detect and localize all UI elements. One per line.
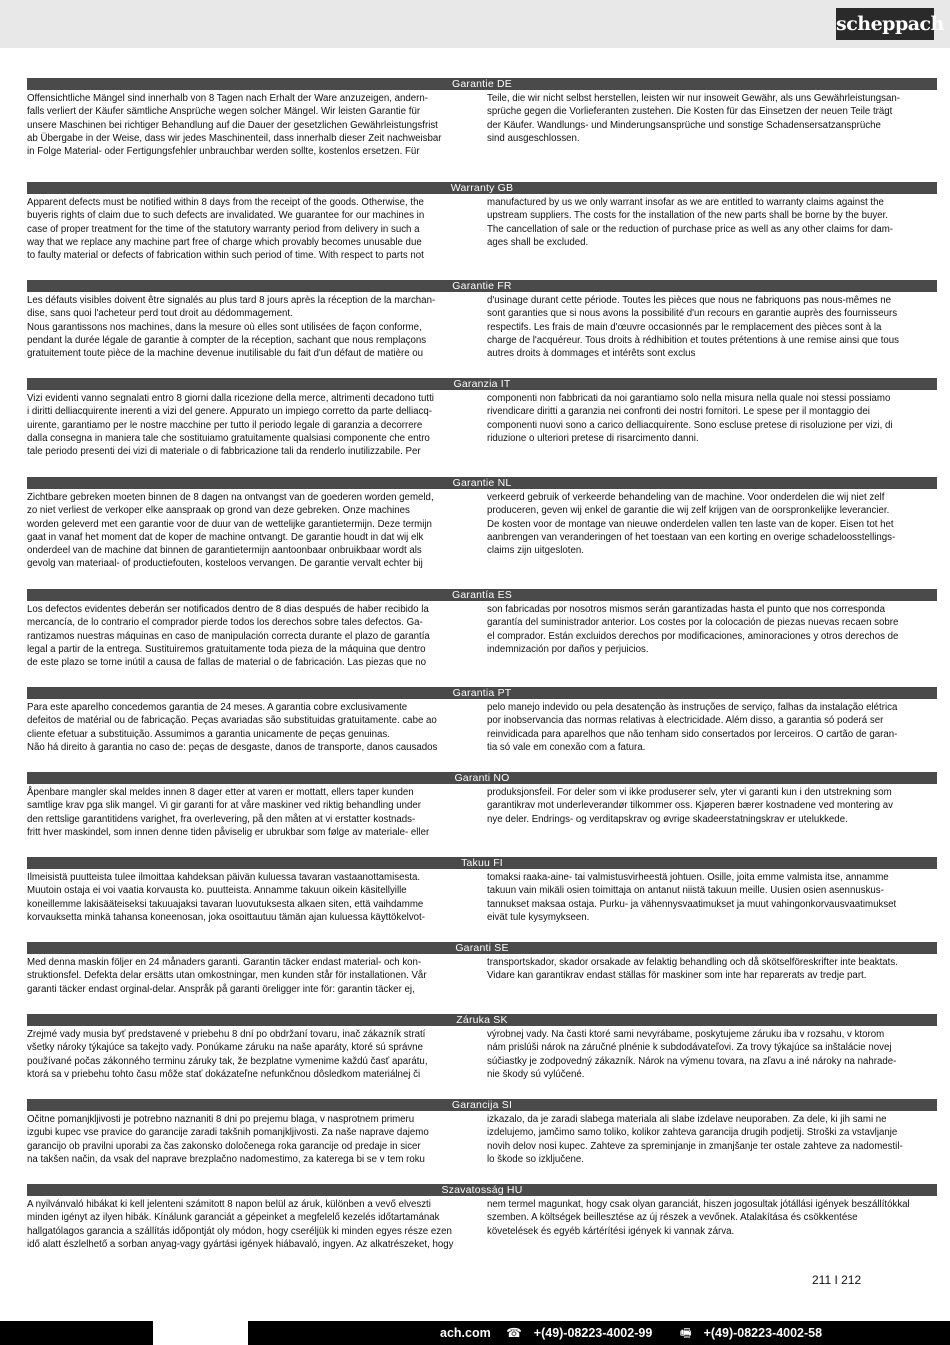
- section-text-right: componenti non fabbricati da noi garantiamo solo nella misura nella quale noi stessi possiamo rivendicare diritti a garanzia nei confronti dei nostri fornitori. Le spese per il montaggio dei componenti nuovi sono a carico delliacquirente. Sono escluse pretese di risoluzione per vizi, di riduzione o ulteriori pretese di risarcimento danni.: [487, 393, 893, 444]
- section-title: Warranty GB: [27, 182, 937, 194]
- section-text-left: Åpenbare mangler skal meldes innen 8 dager etter at varen er mottatt, ellers taper kunden samtlige krav pga slik mangel. Vi gir garanti for at våre maskiner ved riktig behandling under den rettslige garantitidens varighet, fra overlevering, på den måten at vi erstatter kostnads- fritt hver maskindel, som innen denne tiden påviselig er ubrukbar som følge av materiale- eller: [27, 787, 430, 838]
- warranty-section-gb: [27, 182, 937, 262]
- section-title: Garantie DE: [27, 78, 937, 90]
- section-title: Garanzia IT: [27, 378, 937, 390]
- section-text-left: Apparent defects must be notified within 8 days from the receipt of the goods. Otherwise, the buyeris rights of claim due to such defects are invalidated. We guarantee for our machines in case of proper treatment for the time of the statutory warranty period from delivery in such a way that we replace any machine part free of charge which provably becomes unusable due to faulty material or defects of fabrication within such period of time. With respect to parts not: [27, 197, 425, 262]
- section-title: Takuu FI: [27, 857, 937, 869]
- warranty-section-se: [27, 942, 937, 996]
- warranty-section-de: [27, 78, 937, 158]
- section-text-right: son fabricadas por nosotros mismos serán garantizadas hasta el punto que nos corresponda garantía del suministrador anterior. Los costes por la colocación de piezas nuevas recaen sobre el comprador. Están excluidos derechos por modificaciones, aminoraciones y otros derechos de indemnización por daños y perjuicios.: [487, 604, 899, 655]
- section-title: Záruka SK: [27, 1014, 937, 1026]
- section-text-left: Očitne pomanjkljivosti je potrebno naznaniti 8 dni po prejemu blaga, v nasprotnem primeru izgubi kupec vse pravice do garancije zaradi takšnih pomanjkljivosti. Za naše naprave dajemo garancijo ob pravilni uporabi za čas zakonsko določenega roka garancije od predaje in sicer na takšen način, da vsak del naprave brezplačno nadomestimo, za katerega bi se v tem roku: [27, 1114, 429, 1165]
- section-text-right: d'usinage durant cette période. Toutes les pièces que nous ne fabriquons pas nous-mêmes ne sont garanties que si nous avons la possibilité d'un recours en garantie auprès des fournisseurs respectifs. Les frais de main d'œuvre occasionnés par le remplacement des pièces sont à la charge de l'acquéreur. Tous droits à rédhibition et toutes prétentions à une remise ainsi que tous autres droits à dommages et intérêts sont exclus: [487, 295, 900, 360]
- section-text-left: A nyilvánvaló hibákat ki kell jelenteni számitott 8 napon belül az áruk, különben a vevő elveszti minden igényt az ilyen hibák. Kínálunk garanciát a gépeinket a megfelelő kezelés időtartamának hallgatólagos garancia a szállítás időpontját oly módon, hogy cseréljük ki minden egyes része ezen idő alatt észlelhető a sorban anyag-vagy gyártási igények hiábavaló, ingyen. Az alkatrészeket, hogy: [27, 1199, 454, 1250]
- section-text-right: Teile, die wir nicht selbst herstellen, leisten wir nur insoweit Gewähr, als uns Gewährleistungsan- sprüche gegen die Vorlieferanten zustehen. Die Kosten für das Einsetzen der neuen Teile trägt der Käufer. Wandlungs- und Minderungsansprüche und sonstige Schadensersatzansprüche sind ausgeschlossen.: [487, 93, 900, 144]
- footer-fax: [680, 1326, 834, 1340]
- warranty-section-fi: [27, 857, 937, 924]
- section-text-left: Med denna maskin följer en 24 månaders garanti. Garantin täcker endast material- och kon- struktionsfel. Defekta delar ersätts utan omkostningar, men kunden står för installationen. Vår garanti täcker endast orginal-delar. Anspråk på garanti öreligger inte för: garantin täcker ej,: [27, 957, 427, 995]
- section-title: Garanti SE: [27, 942, 937, 954]
- warranty-section-nl: [27, 477, 937, 571]
- section-text-right: manufactured by us we only warrant insofar as we are entitled to warranty claims against the upstream suppliers. The costs for the installation of the new parts shall be borne by the buyer. The cancellation of sale or the reduction of purchase price as well as any other claims for dam- ages shall be excluded.: [487, 197, 893, 248]
- section-text-right: nem termel magunkat, hogy csak olyan garanciát, hiszen jogosultak jótállási igények beszállítókkal szemben. A költségek beillesztése az új részek a vevőnek. Atalakítása és csökkentése követelések és egyéb kártérítési igények ki vannak zárva.: [487, 1199, 910, 1237]
- section-title: Garantie NL: [27, 477, 937, 489]
- section-text-left: Zichtbare gebreken moeten binnen de 8 dagen na ontvangst van de goederen worden gemeld, zo niet verliest de verkoper elke aanspraak op grond van deze gebreken. Onze machines worden geleverd met een garantie voor de duur van de wettelijke garantietermijn. Deze termijn gaat in vanaf het moment dat de koper de machine ontvangt. De garantie houdt in dat wij elk onderdeel van de machine dat binnen de garantietermijn aantoonbaar onbruikbaar wordt als gevolg van materiaal- of productiefouten, kosteloos vervangen. De garantie vervalt echter bij: [27, 492, 434, 570]
- warranty-section-it: [27, 378, 937, 458]
- section-title: Szavatosság HU: [27, 1184, 937, 1196]
- warranty-section-hu: [27, 1184, 937, 1251]
- section-title: Garantia PT: [27, 687, 937, 699]
- phone-icon: ☎: [506, 1326, 522, 1340]
- section-text-right: izkazalo, da je zaradi slabega materiala ali slabe izdelave neuporaben. Za dele, ki jih sami ne izdelujemo, jamčimo samo toliko, kolikor zahteva garancija drugih podjetij. Stroški za vstavljanje novih delov nosi kupec. Zahteve za spreminjanje in zmanjšanje ter ostale zahteve za nadomestil- lo škode so izključene.: [487, 1114, 903, 1165]
- footer-phone: [506, 1326, 664, 1340]
- section-text-left: Vizi evidenti vanno segnalati entro 8 giorni dalla ricezione della merce, altrimenti decadono tutti i diritti delliacquirente inerenti a vizi del genere. Appurato un impiego corretto da parte delliacq- uirente, garantiamo per le nostre macchine per tutto il periodo legale di garanzia a decorrere dalla consegna in maniera tale che sostituiamo gratuitamente qualsiasi componente che entro tale periodo presenti dei vizi di materiale o di fabbricazione tali da renderlo inutilizzabile. Per: [27, 393, 434, 458]
- section-text-right: produksjonsfeil. For deler som vi ikke produserer selv, yter vi garanti kun i den utstrekning som garantikrav mot underleverandør tilkommer oss. Kjøperen bærer kostnadene ved montering av nye deler. Endrings- og verditapskrav og øvrige skadeerstatningskrav er utelukkede.: [487, 787, 893, 825]
- section-text-left: Zrejmé vady musia byť predstavené v priebehu 8 dní po obdržaní tovaru, inač zákazník stratí všetky nároky týkajúce sa takejto vady. Ponúkame záruku na naše aparáty, ktoré sú správne používané počas zákonného terminu záruky tak, že bezplatne vymenime každú časť aparátu, ktorá sa v priebehu tohto času môže stať dokázateľne nefunkčnou dôsledkom materiálnej či: [27, 1029, 428, 1080]
- footer-website: ach.com: [440, 1326, 491, 1340]
- scheppach-logo: scheppach: [836, 8, 934, 40]
- section-title: Garantía ES: [27, 589, 937, 601]
- warranty-section-pt: [27, 687, 937, 754]
- section-text-right: transportskador, skador orsakade av felaktig behandling och då skötselföreskrifter inte beaktats. Vidare kan garantikrav endast ställas för maskiner som inte har reparerats av tredje part.: [487, 957, 898, 982]
- warranty-section-es: [27, 589, 937, 669]
- warranty-section-sk: [27, 1014, 937, 1081]
- section-text-right: tomaksi raaka-aine- tai valmistusvirheestä johtuen. Osille, joita emme valmista itse, annamme takuun vain mikäli osien toimittaja on antanut niistä takuun meille. Uusien osien asennuskus- tannukset maksaa ostaja. Purku- ja vähennysvaatimukset ja muut vahingonkorvausvaatimukset eivät tule kysymykseen.: [487, 872, 897, 923]
- section-text-right: výrobnej vady. Na časti ktoré sami nevyrábame, poskytujeme záruku iba v rozsahu, v ktorom nám prislúši nárok na záručné plnénie k subdodávateľovi. Za trovy týkajúce sa inštalácie novej súčiastky je zodpovedný zákazník. Nárok na výmenu tovara, na zľavu a iné nároky na nahrade- nie škody sú vylúčené.: [487, 1029, 897, 1080]
- section-text-right: pelo manejo indevido ou pela desatenção às instruções de serviço, falhas da instalação elétrica por inobservancia das normas relativas à electricidade. Além disso, a garantia só poderá ser reinvidicada para aparelhos que não tenham sido consertados por lerceiros. O cartão de garan- tia só vale em conexão com a fatura.: [487, 702, 898, 753]
- fax-icon: 🖷: [679, 1326, 692, 1340]
- footer-contact: [440, 1321, 846, 1345]
- phone-number: +(49)-08223-4002-99: [533, 1326, 653, 1340]
- section-title: Garantie FR: [27, 280, 937, 292]
- section-text-left: Los defectos evidentes deberán ser notificados dentro de 8 dias después de haber recibido la mercancía, de lo contrario el comprador pierde todos los derechos sobre tales defectos. Ga- rantizamos nuestras máquinas en caso de manipulación correcta durante el plazo de garantía legal a partir de la entrega. Sustituiremos gratuitamente toda pieza de la máquina que dentro de este plazo se torne inútil a causa de fallas de material o de fabricación. Las piezas que no: [27, 604, 430, 669]
- section-text-left: Para este aparelho concedemos garantia de 24 meses. A garantia cobre exclusivamente defeitos de matérial ou de fabricação. Peças avariadas são substituidas gratuitamente. cabe ao cliente efetuar a substituição. Assumimos a garantia unicamente de peças genuinas. Não há direito à garantia no caso de: peças de desgaste, danos de transporte, danos causados: [27, 702, 438, 753]
- warranty-section-si: [27, 1099, 937, 1166]
- section-text-left: Offensichtliche Mängel sind innerhalb von 8 Tagen nach Erhalt der Ware anzuzeigen, andern- falls verliert der Käufer sämtliche Ansprüche wegen solcher Mängel. Wir leisten Garantie für unsere Maschinen bei richtiger Behandlung auf die Dauer der gesetzlichen Gewährleistungsfrist ab Übergabe in der Weise, dass wir jedes Maschinenteil, dass innerhalb dieser Zeit nachweisbar in Folge Material- oder Fertigungsfehler unbrauchbar werden sollte, kostenlos ersetzen. Für: [27, 93, 442, 158]
- top-bar: [0, 0, 950, 48]
- warranty-section-fr: [27, 280, 937, 360]
- fax-number: +(49)-08223-4002-58: [703, 1326, 823, 1340]
- section-title: Garanti NO: [27, 772, 937, 784]
- section-text-left: Les défauts visibles doivent être signalés au plus tard 8 jours après la réception de la marchan- dise, sans quoi l'acheteur perd tout droit au dédommagement. Nous garantissons nos machines, dans la mesure où elles sont utilisées de façon conforme, pendant la durée légale de garantie à compter de la réception, sachant que nous remplaçons gratuitement toute pièce de la machine devenue inutilisable du fait d'un défaut de matière ou: [27, 295, 436, 360]
- section-text-right: verkeerd gebruik of verkeerde behandeling van de machine. Voor onderdelen die wij niet zelf produceren, geven wij enkel de garantie die wij zelf krijgen van de oorspronkelijke leverancier. De kosten voor de montage van nieuwe onderdelen vallen ten laste van de koper. Eisen tot het aanbrengen van veranderingen of het toestaan van een korting en overige schadeloosstellings- claims zijn uitgesloten.: [487, 492, 896, 557]
- section-title: Garancija SI: [27, 1099, 937, 1111]
- footer-gap: [153, 1321, 248, 1345]
- warranty-section-no: [27, 772, 937, 839]
- section-text-left: Ilmeisistä puutteista tulee ilmoittaa kahdeksan päivän kuluessa tavaran vastaanottamisesta. Muutoin ostaja ei voi vaatia korvausta ko. puutteista. Annamme takuun oikein käsitellyille koneillemme lakisääteiseksi takuuajaksi tavaran luovutuksesta alkaen siten, että vaihdamme korvauksetta minkä tahansa koneenosan, joka osoittautuu tämän ajan kuluessa käyttökelvot-: [27, 872, 425, 923]
- page-number: 211 I 212: [812, 1273, 862, 1287]
